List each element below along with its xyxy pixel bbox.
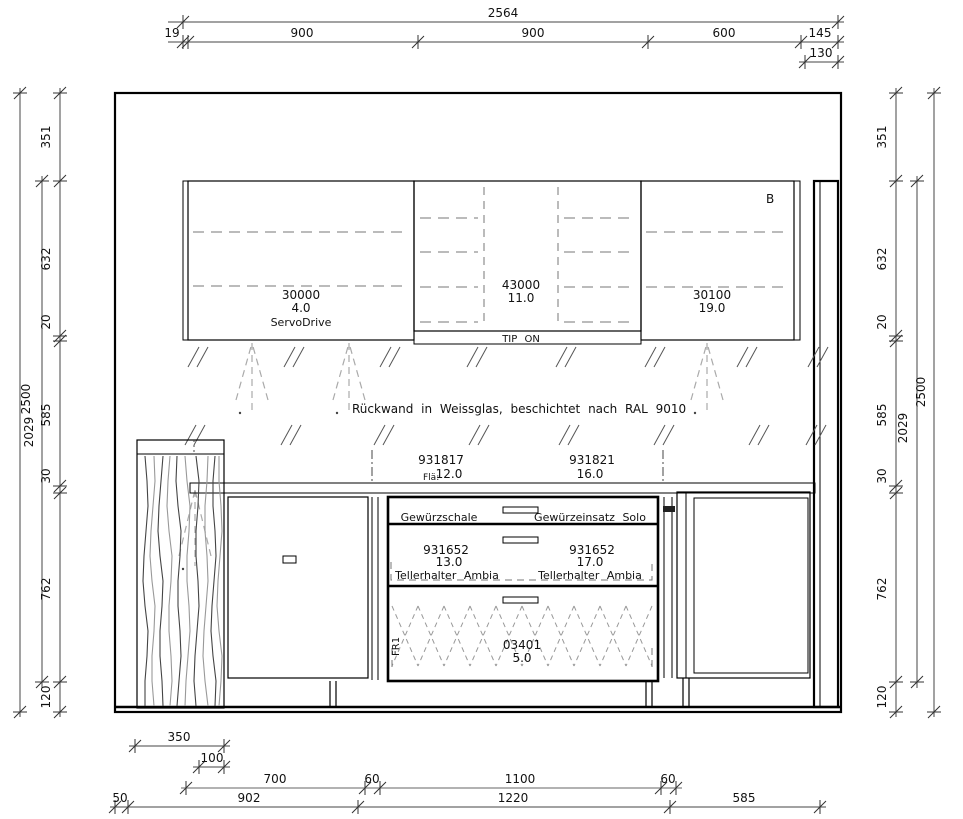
- drawer1-left-label: Gewürzschale: [400, 511, 478, 524]
- wood-grain-panel: [137, 440, 224, 708]
- marker-b-label: B: [766, 192, 775, 206]
- counter-item-left-code: 931817: [418, 453, 464, 467]
- wall-cabinet-right-pos: 19.0: [698, 301, 726, 315]
- dim-label: 20: [39, 314, 53, 330]
- plinth: [330, 678, 689, 707]
- tall-right-panel: [814, 181, 838, 707]
- dim-label: 585: [39, 403, 53, 427]
- wall-side-panel-left: [183, 181, 188, 340]
- dim-label: 351: [39, 125, 53, 149]
- drawer2-right-code: 931652: [569, 543, 615, 557]
- dim-label: 350: [167, 730, 191, 744]
- dim-left-overall: 2500: [19, 383, 33, 415]
- wall-side-panel-right: [794, 181, 800, 340]
- dim-label: 145: [808, 26, 832, 40]
- wall-cabinet-middle-shelves: [420, 218, 634, 322]
- drawer-handle: [503, 507, 538, 513]
- dim-right-partial: 2029: [896, 412, 910, 444]
- base-cabinet-right: [663, 492, 810, 678]
- dim-label: 762: [39, 577, 53, 601]
- dim-label: 632: [39, 247, 53, 271]
- dim-label: 900: [290, 26, 314, 40]
- dim-label: 30: [875, 468, 889, 484]
- dim-label: 100: [200, 751, 224, 765]
- door-handle: [283, 556, 296, 563]
- dim-label: 351: [875, 125, 889, 149]
- drawer-handle: [503, 537, 538, 543]
- dim-label: 120: [875, 685, 889, 709]
- wall-cabinet-right-code: 30100: [692, 288, 732, 302]
- dim-label: 60: [660, 772, 676, 786]
- drawer3-pos: 5.0: [512, 651, 532, 665]
- drawer2-right-name: Tellerhalter Ambia: [538, 569, 642, 582]
- dim-label: 120: [39, 685, 53, 709]
- drawer3-code: 03401: [502, 638, 542, 652]
- dim-label: 900: [521, 26, 545, 40]
- drawer2-left-pos: 13.0: [435, 555, 463, 569]
- drawer2-right-pos: 17.0: [576, 555, 604, 569]
- wall-cabinet-middle-pos: 11.0: [507, 291, 535, 305]
- dim-label: 60: [364, 772, 380, 786]
- wall-cabinet-left-code: 30000: [281, 288, 321, 302]
- dim-right-overall: 2500: [914, 376, 928, 408]
- drawer2-left-name: Tellerhalter Ambia: [395, 569, 499, 582]
- dim-label: 585: [732, 791, 756, 805]
- dim-label: 50: [112, 791, 128, 805]
- dim-label: 902: [237, 791, 261, 805]
- countertop-items: [418, 453, 615, 483]
- tip-on-label: TIP ON: [502, 334, 540, 345]
- drawer-handle: [503, 597, 538, 603]
- dim-label: 130: [809, 46, 833, 60]
- glass-backsplash-hatching: [185, 347, 828, 445]
- dim-label: 762: [875, 577, 889, 601]
- dim-label: 1100: [504, 772, 536, 786]
- wall-cabinet-row: [183, 181, 800, 345]
- drawer3-tag: FR1: [391, 636, 402, 656]
- door-front: [694, 498, 808, 673]
- dim-top-overall: 2564: [487, 6, 519, 20]
- drawer1-right-label: Gewürzeinsatz Solo: [534, 511, 646, 524]
- counter-item-right-code: 931821: [569, 453, 615, 467]
- dim-label: 600: [712, 26, 736, 40]
- counter-item-left-overlay: Flä:: [423, 473, 440, 483]
- counter-item-right-pos: 16.0: [576, 467, 604, 481]
- wall-cabinet-middle-code: 43000: [501, 278, 541, 292]
- wall-cabinet-left-pos: 4.0: [291, 301, 311, 315]
- dim-label: 585: [875, 403, 889, 427]
- dim-label: 30: [39, 468, 53, 484]
- dim-label: 1220: [497, 791, 529, 805]
- dim-label: 632: [875, 247, 889, 271]
- base-cabinet-left: [228, 497, 378, 680]
- dim-label: 20: [875, 314, 889, 330]
- backwall-note: Rückwand in Weissglas, beschichtet nach RAL 9010: [352, 402, 687, 416]
- drawer2-left-code: 931652: [423, 543, 469, 557]
- drawer-unit: [388, 497, 658, 681]
- counter-item-left-pos: 12.0: [435, 467, 463, 481]
- wall-cabinet-left-note: ServoDrive: [270, 316, 332, 329]
- dim-left-partial: 2029: [22, 416, 36, 448]
- wall-cabinet-43000: [414, 181, 641, 331]
- door-handle: [663, 506, 675, 512]
- dim-label: 19: [164, 26, 180, 40]
- dim-label: 700: [263, 772, 287, 786]
